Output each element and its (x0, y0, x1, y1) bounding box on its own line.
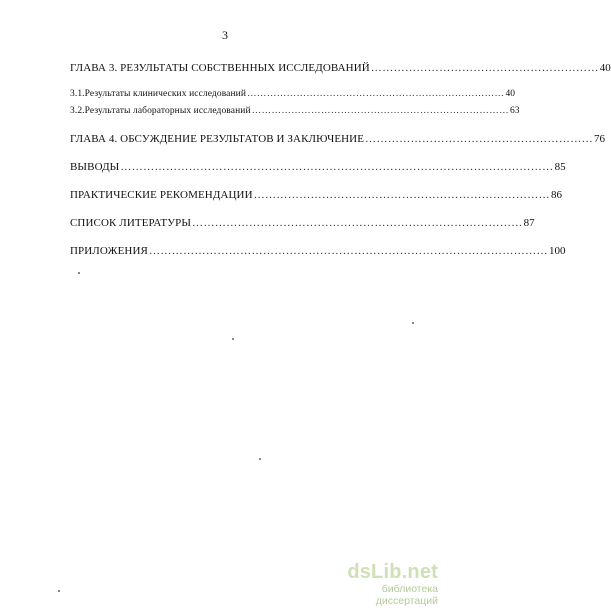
toc-entry-conclusions (70, 161, 566, 173)
toc-entry-page: 40 (599, 62, 611, 74)
toc-entry-title: ГЛАВА 4. ОБСУЖДЕНИЕ РЕЗУЛЬТАТОВ И ЗАКЛЮЧЕНИЕ (70, 133, 365, 145)
toc-entry-title: ПРИЛОЖЕНИЯ (70, 245, 148, 257)
toc-leader-dots: …………………………………………………………………… (251, 106, 510, 116)
scan-speck (412, 322, 414, 324)
toc-entry-page: 63 (510, 106, 520, 116)
toc-leader-dots: …………………………………………………………………… (247, 89, 505, 99)
toc-entry-title: СПИСОК ЛИТЕРАТУРЫ (70, 217, 192, 229)
toc-entry-chapter-4 (70, 133, 606, 145)
scan-speck (58, 590, 60, 592)
scan-speck (259, 458, 261, 460)
toc-entry-page: 76 (594, 133, 606, 145)
toc-entry-appendices (70, 245, 566, 257)
scan-speck (232, 338, 234, 340)
toc-leader-dots: …………………………………………………………………………… (192, 217, 523, 229)
toc-entry-chapter-3 (70, 62, 611, 74)
toc-entry-page: 40 (505, 89, 515, 99)
toc-entry-title: ВЫВОДЫ (70, 161, 120, 173)
toc-entry-section-3-1 (70, 89, 515, 99)
toc-entry-page: 100 (548, 245, 566, 257)
toc-entry-title: ПРАКТИЧЕСКИЕ РЕКОМЕНДАЦИИ (70, 189, 253, 201)
watermark-subtitle: библиотека диссертаций (375, 583, 438, 607)
watermark (318, 561, 438, 607)
toc-entry-title: 3.2.Результаты лабораторных исследований (70, 106, 251, 116)
toc-entry-section-3-2 (70, 106, 520, 116)
page-number: 3 (222, 28, 228, 42)
toc-leader-dots: …………………………………………………… (370, 62, 599, 74)
watermark-logo: dsLib.net (347, 561, 438, 583)
scan-speck (78, 272, 80, 274)
toc-leader-dots: …………………………………………………… (365, 133, 594, 145)
toc-leader-dots: …………………………………………………………………… (253, 189, 551, 201)
toc-entry-title: ГЛАВА 3. РЕЗУЛЬТАТЫ СОБСТВЕННЫХ ИССЛЕДОВАНИЙ (70, 62, 370, 74)
toc-entry-page: 87 (523, 217, 535, 229)
toc-entry-title: 3.1.Результаты клинических исследований (70, 89, 247, 99)
toc-leader-dots: …………………………………………………………………………………………………… (120, 161, 554, 173)
toc-entry-references (70, 217, 535, 229)
toc-leader-dots: …………………………………………………………………………………………… (148, 245, 548, 257)
toc-entry-page: 86 (551, 189, 563, 201)
toc-entry-recommendations (70, 189, 563, 201)
toc-entry-page: 85 (554, 161, 566, 173)
